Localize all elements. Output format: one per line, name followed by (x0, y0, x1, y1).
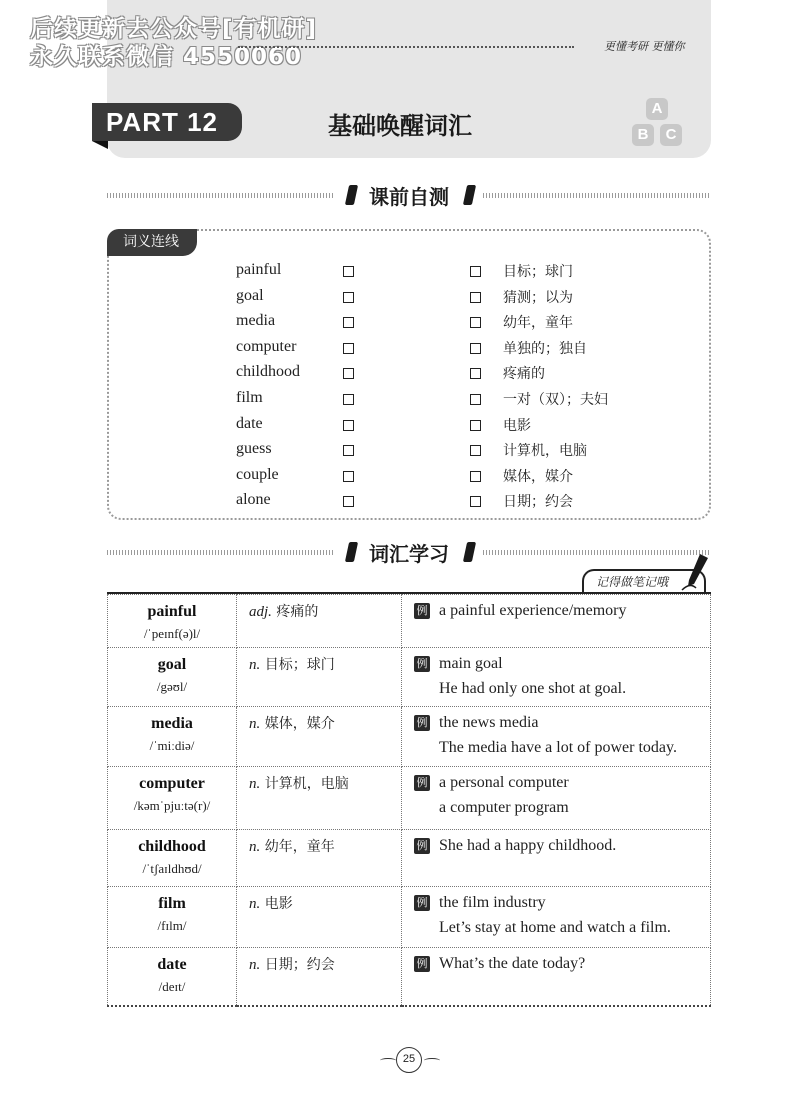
vocab-row (108, 887, 711, 948)
header-slogan: 更懂考研 更懂你 (604, 40, 685, 53)
example-line (414, 918, 710, 943)
part-of-speech: n. (249, 776, 261, 792)
matching-word: couple (236, 465, 279, 483)
word-checkbox[interactable] (343, 394, 354, 405)
example-cell (402, 595, 711, 648)
example-cell (402, 830, 711, 887)
example-line (414, 954, 710, 979)
meaning-checkbox[interactable] (470, 394, 481, 405)
watermark-line-1: 后续更新去公众号[有机研] (30, 16, 318, 42)
matching-word: guess (236, 440, 272, 458)
example-text: She had a happy childhood. (439, 837, 617, 854)
word-checkbox[interactable] (343, 292, 354, 303)
vocab-row (108, 767, 711, 830)
example-cell (402, 767, 711, 830)
vocab-word: film (158, 895, 186, 912)
matching-row (0, 338, 800, 363)
example-icon: 例 (414, 895, 430, 911)
part-of-speech: n. (249, 957, 261, 973)
meaning-cell (237, 948, 402, 1006)
word-checkbox[interactable] (343, 471, 354, 482)
meaning-cell (237, 648, 402, 707)
matching-word: goal (236, 286, 264, 304)
word-checkbox[interactable] (343, 420, 354, 431)
meaning-checkbox[interactable] (470, 266, 481, 277)
part-label: PART 12 (92, 103, 242, 141)
example-cell (402, 887, 711, 948)
meaning-checkbox[interactable] (470, 317, 481, 328)
example-line (414, 713, 710, 738)
word-cell (108, 648, 237, 707)
vocab-phonetic: /ˈpeɪnf(ə)l/ (143, 626, 201, 641)
matching-meaning: 媒体，媒介 (503, 468, 573, 485)
example-icon: 例 (414, 715, 430, 731)
vocab-phonetic: /fɪlm/ (157, 918, 187, 933)
vocab-word: painful (147, 603, 197, 620)
heading-stripe-left (107, 193, 335, 198)
example-text: The media have a lot of power today. (439, 739, 677, 756)
vocab-word: goal (157, 656, 187, 673)
page-number: 25 (396, 1047, 422, 1073)
example-icon: 例 (414, 956, 430, 972)
vocab-phonetic: /deɪt/ (158, 979, 186, 994)
vocab-meaning: 疼痛的 (276, 604, 319, 620)
meaning-checkbox[interactable] (470, 445, 481, 456)
heading-stripe-right (483, 193, 711, 198)
vocab-meaning: 计算机，电脑 (264, 776, 349, 792)
example-text: a painful experience/memory (439, 602, 627, 619)
abc-icon-a: A (646, 98, 668, 120)
example-text: a personal computer (439, 774, 569, 791)
example-line (414, 654, 710, 679)
meaning-checkbox[interactable] (470, 368, 481, 379)
matching-row (0, 466, 800, 491)
section-heading-pretest (107, 181, 711, 211)
page-number-wing-right (424, 1058, 440, 1063)
example-icon: 例 (414, 656, 430, 672)
vocab-phonetic: /kəmˈpjuːtə(r)/ (133, 798, 211, 813)
vocab-row (108, 595, 711, 648)
header-divider (238, 46, 574, 48)
page-number-wing-left (380, 1058, 396, 1063)
example-line (414, 679, 710, 704)
word-cell (108, 595, 237, 648)
matching-word: painful (236, 261, 282, 278)
matching-word: computer (236, 337, 297, 355)
meaning-cell (237, 830, 402, 887)
example-icon: 例 (414, 838, 430, 854)
example-text: main goal (439, 655, 503, 672)
part-of-speech: n. (249, 716, 261, 732)
example-text: Let’s stay at home and watch a film. (439, 919, 671, 936)
matching-meaning: 计算机，电脑 (503, 443, 587, 460)
example-text: the film industry (439, 894, 546, 911)
section-title: 课前自测 (369, 185, 449, 209)
example-line (414, 773, 710, 798)
section-heading-study (107, 538, 711, 568)
word-checkbox[interactable] (343, 317, 354, 328)
matching-row (0, 491, 800, 516)
abc-icon-c: C (660, 124, 682, 146)
example-cell (402, 648, 711, 707)
matching-row (0, 363, 800, 388)
vocab-meaning: 幼年，童年 (264, 839, 335, 855)
example-icon: 例 (414, 775, 430, 791)
matching-word: media (236, 312, 276, 330)
vocab-row (108, 948, 711, 1006)
word-cell (108, 830, 237, 887)
example-cell (402, 948, 711, 1006)
part-label-fold (92, 141, 108, 149)
part-of-speech: n. (249, 839, 261, 855)
word-cell (108, 948, 237, 1006)
vocab-word: date (157, 956, 187, 973)
heading-stripe-right (483, 550, 711, 555)
vocab-row (108, 830, 711, 887)
watermark-line-2: 永久联系微信 4550060 (30, 44, 303, 70)
example-line (414, 601, 710, 626)
matching-meaning: 猜测；以为 (503, 289, 573, 306)
matching-word: date (236, 414, 263, 432)
note-tab: 记得做笔记哦 (582, 569, 706, 593)
matching-word: alone (236, 491, 271, 509)
matching-row (0, 389, 800, 414)
section-title: 词汇学习 (369, 542, 449, 566)
vocab-row (108, 648, 711, 707)
matching-row (0, 415, 800, 440)
word-checkbox[interactable] (343, 496, 354, 507)
word-cell (108, 767, 237, 830)
part-of-speech: adj. (249, 604, 272, 620)
matching-meaning: 目标；球门 (503, 264, 573, 280)
vocab-meaning: 目标；球门 (264, 657, 335, 673)
example-line (414, 836, 710, 861)
matching-meaning: 一对（双）；夫妇 (503, 392, 608, 408)
vocab-row (108, 707, 711, 767)
matching-row (0, 261, 800, 286)
vocab-phonetic: /ˈtʃaɪldhʊd/ (142, 861, 202, 876)
meaning-cell (237, 707, 402, 767)
example-text: What’s the date today? (439, 955, 586, 972)
vocabulary-table (107, 594, 711, 1007)
vocab-meaning: 电影 (264, 896, 293, 912)
vocab-word: childhood (138, 838, 206, 855)
matching-meaning: 幼年，童年 (503, 315, 573, 332)
word-checkbox[interactable] (343, 368, 354, 379)
word-cell (108, 887, 237, 948)
example-line (414, 798, 710, 823)
meaning-cell (237, 887, 402, 948)
matching-exercise-tag: 词义连线 (107, 229, 197, 256)
heading-stripe-left (107, 550, 335, 555)
part-of-speech: n. (249, 896, 261, 912)
example-text: He had only one shot at goal. (439, 680, 627, 697)
word-cell (108, 707, 237, 767)
meaning-cell (237, 767, 402, 830)
matching-meaning: 疼痛的 (503, 366, 545, 383)
meaning-cell (237, 595, 402, 648)
matching-word: film (236, 389, 263, 406)
matching-row (0, 287, 800, 312)
meaning-checkbox[interactable] (470, 420, 481, 431)
pen-icon (680, 552, 710, 592)
example-text: the news media (439, 714, 539, 731)
vocab-phonetic: /ˈmiːdiə/ (149, 738, 195, 753)
meaning-checkbox[interactable] (470, 496, 481, 507)
example-icon: 例 (414, 603, 430, 619)
matching-row (0, 440, 800, 465)
matching-meaning: 电影 (503, 417, 531, 434)
vocab-word: computer (139, 775, 205, 792)
vocab-phonetic: /gəʊl/ (156, 679, 188, 694)
example-line (414, 893, 710, 918)
word-checkbox[interactable] (343, 343, 354, 354)
example-line (414, 738, 710, 763)
matching-meaning: 单独的；独自 (503, 340, 587, 357)
word-checkbox[interactable] (343, 445, 354, 456)
matching-row (0, 312, 800, 337)
word-checkbox[interactable] (343, 266, 354, 277)
page-title: 基础唤醒词汇 (328, 112, 472, 140)
matching-meaning: 日期；约会 (503, 494, 573, 511)
example-text: a computer program (439, 799, 569, 816)
meaning-checkbox[interactable] (470, 471, 481, 482)
vocab-meaning: 日期；约会 (264, 957, 335, 973)
meaning-checkbox[interactable] (470, 292, 481, 303)
vocab-meaning: 媒体，媒介 (264, 716, 335, 732)
abc-icon-b: B (632, 124, 654, 146)
meaning-checkbox[interactable] (470, 343, 481, 354)
example-cell (402, 707, 711, 767)
part-of-speech: n. (249, 657, 261, 673)
vocab-word: media (151, 715, 193, 732)
matching-word: childhood (236, 363, 300, 381)
